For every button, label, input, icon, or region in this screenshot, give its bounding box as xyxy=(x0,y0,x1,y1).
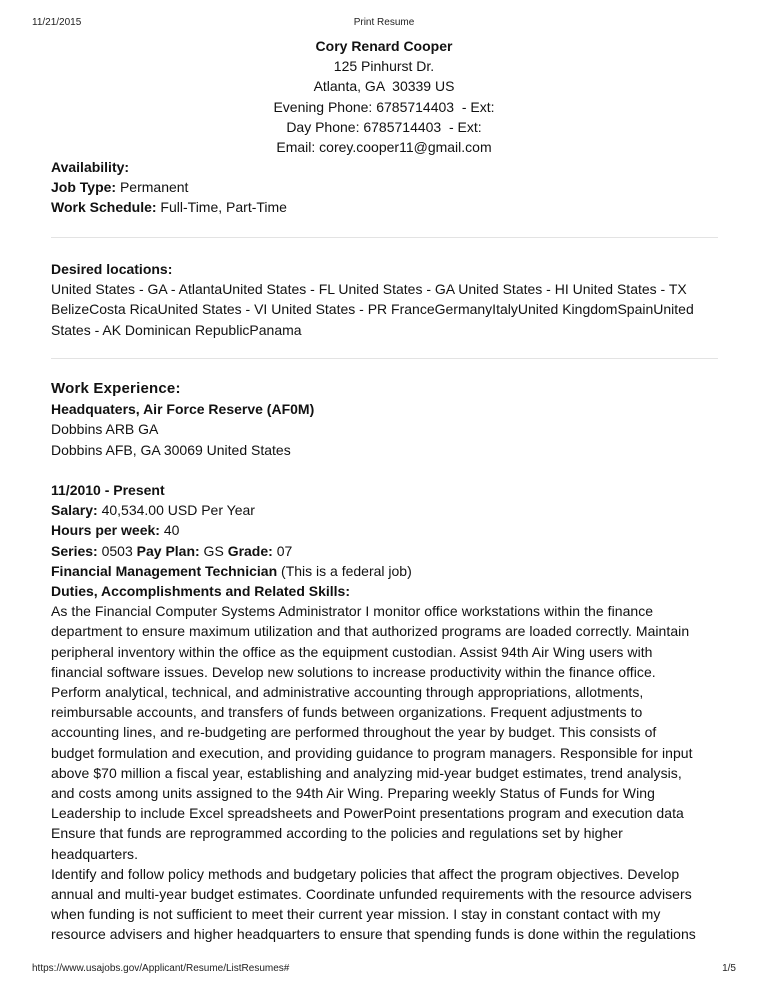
job-type-label: Job Type: xyxy=(51,179,117,196)
employment-dates: 11/2010 - Present xyxy=(51,482,165,498)
work-experience-section xyxy=(51,379,719,945)
duties-line: budget formulation and execution, and providing guidance to program managers. Responsible for input xyxy=(51,744,693,761)
print-date: 11/21/2015 xyxy=(32,17,82,28)
work-schedule-row xyxy=(51,197,719,217)
employer-address: Dobbins AFB, GA 30069 United States xyxy=(51,441,291,458)
duties-line: when funding is not sufficient to meet their current year mission. I stay in constant contact with my xyxy=(51,906,661,923)
duties-line: headquarters. xyxy=(51,845,139,862)
street-address: 125 Pinhurst Dr. xyxy=(333,58,435,75)
email: Email: corey.cooper11@gmail.com xyxy=(276,139,492,156)
duties-line: resource advisers and higher headquarters to ensure that spending funds is done within the regulations xyxy=(51,926,696,943)
day-phone: Day Phone: 6785714403 - Ext: xyxy=(286,118,482,135)
evening-phone: Evening Phone: 6785714403 - Ext: xyxy=(273,98,495,115)
duties-line: Perform analytical, technical, and administrative accounting through appropriations, allotments, xyxy=(51,684,644,701)
pay-plan-value: GS xyxy=(199,542,228,559)
series-value: 0503 xyxy=(97,542,137,559)
hours-value: 40 xyxy=(159,522,180,539)
locations-line: BelizeCosta RicaUnited States - VI United States - PR FranceGermanyItalyUnited KingdomSpainUnited xyxy=(51,301,694,318)
print-url: https://www.usajobs.gov/Applicant/Resume/ListResumes# xyxy=(32,963,290,974)
locations-section xyxy=(51,259,719,340)
duties-line: department to ensure maximum utilization and that authorized programs are loaded correctly. Maintain xyxy=(51,623,690,640)
duties-line: As the Financial Computer Systems Administrator I monitor office workstations within the finance xyxy=(51,603,654,620)
print-page-title: Print Resume xyxy=(353,17,415,28)
print-footer xyxy=(32,963,736,977)
duties-line: peripheral inventory within the office as the equipment custodian. Assist 94th Air Wing users with xyxy=(51,643,653,660)
duties-line: Identify and follow policy methods and budgetary policies that affect the program objectives. Develop xyxy=(51,865,680,882)
series-row xyxy=(51,541,719,561)
spacer xyxy=(51,460,719,480)
duties-line: reimbursable accounts, and transfers of funds between organizations. Frequent adjustments to xyxy=(51,704,643,721)
job-type-value: Permanent xyxy=(116,179,189,196)
section-divider xyxy=(51,358,718,359)
locations-line: States - AK Dominican RepublicPanama xyxy=(51,321,302,338)
duties-line: accounting lines, and re-budgeting are performed throughout the year by budget. This consists of xyxy=(51,724,657,741)
work-experience-heading: Work Experience: xyxy=(51,380,181,397)
duties-line: and costs among units assigned to the 94th Air Wing. Preparing weekly Status of Funds for Wing xyxy=(51,785,655,802)
hours-label: Hours per week: xyxy=(51,522,160,539)
section-divider xyxy=(51,237,718,238)
duties-line: financial software issues. Develop new solutions to increase productivity within the finance office. xyxy=(51,663,656,680)
duties-line: Leadership to include Excel spreadsheets and PowerPoint presentations program and execution data xyxy=(51,805,684,822)
work-schedule-label: Work Schedule: xyxy=(51,199,157,216)
contact-block xyxy=(0,36,768,157)
locations-heading: Desired locations: xyxy=(51,261,173,277)
job-note: (This is a federal job) xyxy=(277,562,412,579)
duties-line: annual and multi-year budget estimates. Coordinate unfunded requirements with the resource advisers xyxy=(51,886,692,903)
availability-heading: Availability: xyxy=(51,159,130,175)
duties-text xyxy=(51,601,719,944)
job-type-row xyxy=(51,177,719,197)
series-label: Series: xyxy=(51,542,98,559)
work-schedule-value: Full-Time, Part-Time xyxy=(156,199,287,216)
employer-name: Headquaters, Air Force Reserve (AF0M) xyxy=(51,401,315,418)
employer-location: Dobbins ARB GA xyxy=(51,421,159,438)
print-header xyxy=(27,17,741,31)
duties-line: Ensure that funds are reprogrammed according to the policies and regulations set by higher xyxy=(51,825,623,842)
duties-heading: Duties, Accomplishments and Related Skills: xyxy=(51,583,351,600)
applicant-name: Cory Renard Cooper xyxy=(315,38,453,54)
page-number: 1/5 xyxy=(722,963,736,974)
salary-row xyxy=(51,500,719,520)
job-title-row xyxy=(51,561,719,581)
salary-value: 40,534.00 USD Per Year xyxy=(97,502,255,519)
pay-plan-label: Pay Plan: xyxy=(136,542,200,559)
grade-label: Grade: xyxy=(227,542,273,559)
duties-line: above $70 million a fiscal year, establishing and analyzing mid-year budget estimates, trend analysis, xyxy=(51,764,682,781)
locations-line: United States - GA - AtlantaUnited States - FL United States - GA United States - HI United States - TX xyxy=(51,281,687,298)
grade-value: 07 xyxy=(272,542,293,559)
salary-label: Salary: xyxy=(51,502,98,519)
hours-row xyxy=(51,520,719,540)
city-state-zip: Atlanta, GA 30339 US xyxy=(313,78,455,95)
job-title: Financial Management Technician xyxy=(51,562,278,579)
availability-section xyxy=(51,157,719,218)
